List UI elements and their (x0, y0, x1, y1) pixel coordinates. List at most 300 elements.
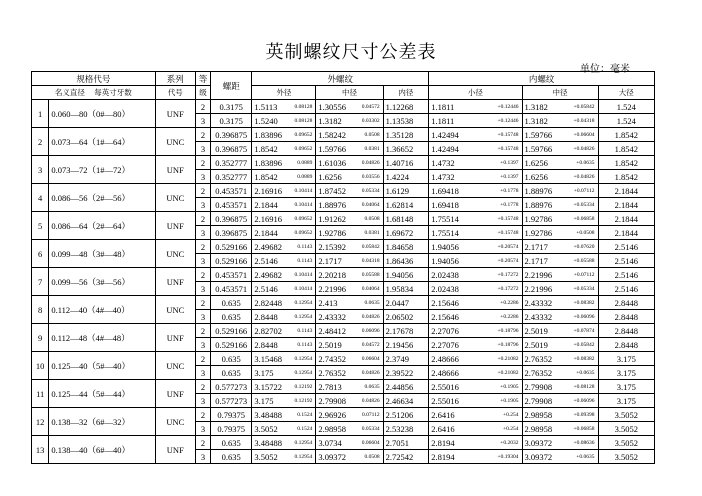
grade: 2 (195, 184, 210, 198)
spec-code: 0.099—56（3#—56） (49, 268, 155, 296)
int-pitch-value: 2.79908 (524, 381, 553, 392)
ext-pitch (316, 324, 383, 338)
int-minor-value: 1.1811 (431, 115, 455, 126)
int-pitch-value: 1.88976 (524, 185, 553, 196)
pitch: 0.396875 (211, 226, 252, 240)
int-minor (429, 128, 522, 142)
ext-pitch-value: 2.5019 (318, 339, 342, 350)
int-major: 2.1844 (598, 212, 655, 226)
ext-pitch-value: 3.09372 (318, 451, 346, 462)
ext-pitch (316, 128, 383, 142)
int-pitch (522, 338, 598, 352)
int-minor-value: 1.4732 (431, 157, 455, 168)
ext-major-value: 1.8542 (254, 171, 278, 182)
ext-pitch-tolerance: 0.04826 (361, 397, 380, 404)
ext-minor: 2.39522 (383, 366, 429, 380)
int-minor-tolerance: +0.21082 (497, 355, 519, 362)
table-row (32, 408, 655, 422)
ext-major-tolerance: 0.09652 (294, 229, 313, 236)
int-minor (429, 100, 522, 114)
ext-pitch-value: 2.98958 (318, 423, 346, 434)
series-code: UNF (155, 100, 195, 128)
ext-pitch-tolerance: 0.03302 (361, 117, 380, 124)
int-major: 3.175 (598, 380, 655, 394)
ext-major-tolerance: 0.09652 (294, 215, 313, 222)
int-minor-value: 1.42494 (431, 143, 459, 154)
ext-major-value: 2.1844 (254, 199, 278, 210)
row-number: 5 (32, 212, 49, 240)
ext-pitch-value: 3.0734 (318, 437, 342, 448)
pitch: 0.635 (211, 366, 252, 380)
int-minor-tolerance: +0.2286 (500, 313, 519, 320)
ext-major (252, 240, 316, 254)
ext-major-tolerance: 0.1143 (297, 341, 313, 348)
header-internal: 内螺纹 (429, 72, 655, 86)
pitch: 0.577273 (211, 394, 252, 408)
int-pitch (522, 366, 598, 380)
int-pitch-value: 2.79908 (524, 395, 553, 406)
grade: 3 (195, 422, 210, 436)
int-major: 3.5052 (598, 422, 655, 436)
int-minor-tolerance: +0.12446 (497, 117, 519, 124)
int-minor-tolerance: +0.1397 (500, 159, 519, 166)
header-grade-level: 级 (195, 86, 210, 100)
ext-major-tolerance: 0.12954 (294, 313, 313, 320)
ext-major-tolerance: 0.12954 (294, 439, 313, 446)
ext-minor: 2.3749 (383, 352, 429, 366)
ext-major-tolerance: 0.12954 (294, 299, 313, 306)
int-pitch-value: 2.21996 (524, 269, 553, 280)
ext-minor: 1.62814 (383, 198, 429, 212)
pitch: 0.453571 (211, 184, 252, 198)
ext-pitch-value: 2.7813 (318, 381, 342, 392)
int-pitch-value: 1.92786 (524, 213, 553, 224)
int-minor-value: 2.48666 (431, 367, 459, 378)
grade: 3 (195, 142, 210, 156)
ext-pitch (316, 394, 383, 408)
row-number: 12 (32, 408, 49, 436)
grade: 2 (195, 436, 210, 450)
header-series: 系列 (155, 72, 195, 86)
ext-major-tolerance: 0.12954 (294, 453, 313, 460)
ext-minor: 2.06502 (383, 310, 429, 324)
pitch: 0.79375 (211, 422, 252, 436)
int-pitch-tolerance: +0.08128 (573, 383, 595, 390)
ext-major-tolerance: 0.10414 (294, 201, 313, 208)
ext-minor: 1.35128 (383, 128, 429, 142)
ext-pitch-tolerance: 0.05334 (361, 187, 380, 194)
ext-pitch-value: 2.48412 (318, 325, 346, 336)
grade: 2 (195, 212, 210, 226)
pitch: 0.635 (211, 436, 252, 450)
int-minor-tolerance: +0.15748 (497, 215, 519, 222)
int-minor-tolerance: +0.1905 (500, 383, 519, 390)
row-number: 1 (32, 100, 49, 128)
series-code: UNF (155, 212, 195, 240)
int-pitch (522, 436, 598, 450)
int-pitch-tolerance: +0.08636 (573, 439, 595, 446)
int-pitch-tolerance: +0.07620 (573, 243, 595, 250)
row-number: 2 (32, 128, 49, 156)
int-major: 2.1844 (598, 226, 655, 240)
spec-code: 0.086—56（2#—56） (49, 184, 155, 212)
header-pitch: 螺距 (211, 72, 252, 100)
ext-major-value: 3.48488 (254, 437, 282, 448)
int-major: 3.175 (598, 352, 655, 366)
int-pitch (522, 226, 598, 240)
int-major: 3.5052 (598, 450, 655, 464)
int-minor (429, 366, 522, 380)
grade: 3 (195, 310, 210, 324)
int-minor-value: 2.15646 (431, 311, 459, 322)
int-pitch (522, 394, 598, 408)
pitch: 0.635 (211, 296, 252, 310)
ext-pitch-tolerance: 0.07112 (361, 411, 380, 418)
int-minor-value: 2.55016 (431, 381, 459, 392)
grade: 3 (195, 254, 210, 268)
pitch: 0.79375 (211, 408, 252, 422)
ext-minor: 1.12268 (383, 100, 429, 114)
grade: 2 (195, 352, 210, 366)
ext-pitch-value: 1.92786 (318, 227, 346, 238)
int-minor-value: 1.94056 (431, 255, 459, 266)
int-minor-value: 1.4732 (431, 171, 455, 182)
ext-major-tolerance: 0.12192 (294, 383, 313, 390)
ext-pitch (316, 212, 383, 226)
spec-code: 0.086—64（2#—64） (49, 212, 155, 240)
ext-minor: 1.86436 (383, 254, 429, 268)
int-minor (429, 310, 522, 324)
header-row-2 (32, 86, 655, 100)
int-pitch-value: 1.92786 (524, 227, 553, 238)
grade: 2 (195, 324, 210, 338)
ext-major (252, 324, 316, 338)
int-pitch-tolerance: +0.05842 (573, 103, 595, 110)
int-minor-value: 2.48666 (431, 353, 459, 364)
ext-major-value: 2.49682 (254, 241, 282, 252)
series-code: UNC (155, 240, 195, 268)
ext-pitch-tolerance: 0.0508 (364, 453, 380, 460)
int-major: 2.5146 (598, 282, 655, 296)
ext-pitch (316, 226, 383, 240)
header-int-major: 大径 (598, 86, 655, 100)
int-pitch-tolerance: +0.09398 (573, 411, 595, 418)
ext-major (252, 156, 316, 170)
row-number: 10 (32, 352, 49, 380)
int-major: 3.5052 (598, 436, 655, 450)
int-pitch-value: 2.43332 (524, 297, 553, 308)
int-pitch-value: 2.76352 (524, 367, 553, 378)
grade: 3 (195, 282, 210, 296)
int-pitch (522, 198, 598, 212)
pitch: 0.529166 (211, 338, 252, 352)
int-minor (429, 394, 522, 408)
ext-major-value: 2.8448 (254, 339, 278, 350)
int-minor-tolerance: +0.254 (503, 411, 519, 418)
ext-pitch-value: 1.61036 (318, 157, 346, 168)
ext-major (252, 352, 316, 366)
int-pitch-value: 1.6256 (524, 171, 548, 182)
ext-minor: 1.69672 (383, 226, 429, 240)
ext-pitch-tolerance: 0.06604 (361, 439, 380, 446)
int-pitch (522, 142, 598, 156)
series-code: UNC (155, 296, 195, 324)
ext-major-value: 3.15722 (254, 381, 282, 392)
ext-major (252, 170, 316, 184)
int-minor-value: 2.27076 (431, 325, 459, 336)
int-pitch-value: 1.59766 (524, 129, 553, 140)
int-pitch (522, 422, 598, 436)
ext-major (252, 366, 316, 380)
ext-major (252, 282, 316, 296)
ext-pitch (316, 296, 383, 310)
ext-minor: 1.36652 (383, 142, 429, 156)
ext-minor: 1.6129 (383, 184, 429, 198)
table-body (32, 100, 655, 464)
ext-major-tolerance: 0.1143 (297, 243, 313, 250)
ext-major (252, 268, 316, 282)
ext-pitch-value: 1.88976 (318, 199, 346, 210)
ext-minor: 2.7051 (383, 436, 429, 450)
grade: 2 (195, 100, 210, 114)
unit-label: 单位：毫米 (580, 64, 630, 75)
int-pitch-value: 2.98958 (524, 423, 553, 434)
grade: 3 (195, 338, 210, 352)
ext-major (252, 114, 316, 128)
int-pitch-value: 1.3182 (524, 115, 548, 126)
ext-major-value: 3.175 (254, 395, 274, 406)
int-minor-tolerance: +0.254 (503, 425, 519, 432)
ext-pitch-value: 2.79908 (318, 395, 346, 406)
table-row (32, 240, 655, 254)
int-minor (429, 422, 522, 436)
pitch: 0.352777 (211, 170, 252, 184)
ext-pitch-tolerance: 0.04064 (361, 285, 380, 292)
int-pitch (522, 212, 598, 226)
int-minor-tolerance: +0.20574 (497, 243, 519, 250)
int-pitch-value: 2.5019 (524, 325, 548, 336)
int-minor-tolerance: +0.15748 (497, 145, 519, 152)
row-number: 4 (32, 184, 49, 212)
grade: 2 (195, 380, 210, 394)
int-minor-tolerance: +0.1397 (500, 173, 519, 180)
ext-minor: 2.17678 (383, 324, 429, 338)
pitch: 0.635 (211, 450, 252, 464)
ext-pitch-tolerance: 0.0381 (364, 145, 380, 152)
int-pitch (522, 268, 598, 282)
int-pitch-tolerance: +0.0635 (576, 369, 595, 376)
ext-pitch (316, 380, 383, 394)
grade: 2 (195, 296, 210, 310)
series-code: UNF (155, 380, 195, 408)
int-pitch-tolerance: +0.06096 (573, 313, 595, 320)
int-pitch (522, 184, 598, 198)
int-pitch-value: 1.88976 (524, 199, 553, 210)
ext-major (252, 422, 316, 436)
pitch: 0.396875 (211, 142, 252, 156)
int-pitch-tolerance: +0.0635 (576, 159, 595, 166)
ext-major-tolerance: 0.1524 (297, 411, 313, 418)
int-minor (429, 198, 522, 212)
int-minor (429, 324, 522, 338)
int-pitch-value: 1.59766 (524, 143, 553, 154)
ext-pitch-value: 1.58242 (318, 129, 346, 140)
ext-major (252, 142, 316, 156)
int-minor (429, 156, 522, 170)
header-nominal: 名义直径 (54, 87, 85, 97)
pitch: 0.3175 (211, 114, 252, 128)
ext-pitch-tolerance: 0.04826 (361, 313, 380, 320)
int-pitch-tolerance: +0.07112 (573, 271, 595, 278)
ext-pitch-tolerance: 0.03556 (361, 173, 380, 180)
series-code: UNC (155, 128, 195, 156)
ext-major-value: 2.16916 (254, 185, 282, 196)
int-pitch (522, 380, 598, 394)
int-pitch (522, 324, 598, 338)
ext-minor: 2.0447 (383, 296, 429, 310)
ext-pitch-value: 2.43332 (318, 311, 346, 322)
ext-major-tolerance: 0.1524 (297, 425, 313, 432)
ext-major-value: 3.5052 (254, 423, 278, 434)
header-grade: 等 (195, 72, 210, 86)
ext-major-value: 2.49682 (254, 269, 282, 280)
int-minor-tolerance: +0.12446 (497, 103, 519, 110)
ext-pitch-tolerance: 0.06096 (361, 327, 380, 334)
int-minor (429, 254, 522, 268)
ext-pitch-tolerance: 0.05588 (361, 271, 380, 278)
int-pitch-value: 2.43332 (524, 311, 553, 322)
int-minor-value: 2.55016 (431, 395, 459, 406)
int-pitch (522, 296, 598, 310)
int-pitch-value: 2.1717 (524, 241, 548, 252)
ext-minor: 1.95834 (383, 282, 429, 296)
grade: 2 (195, 268, 210, 282)
int-pitch (522, 240, 598, 254)
int-pitch-tolerance: +0.05334 (573, 285, 595, 292)
int-pitch-tolerance: +0.08382 (573, 299, 595, 306)
int-major: 3.5052 (598, 408, 655, 422)
ext-major (252, 310, 316, 324)
int-minor (429, 142, 522, 156)
int-minor (429, 296, 522, 310)
ext-major-tolerance: 0.09652 (294, 145, 313, 152)
series-code: UNC (155, 184, 195, 212)
spec-code: 0.060—80（0#—80） (49, 100, 155, 128)
int-minor-tolerance: +0.20574 (497, 257, 519, 264)
spec-code: 0.125—44（5#—44） (49, 380, 155, 408)
int-major: 2.1844 (598, 198, 655, 212)
ext-pitch (316, 198, 383, 212)
int-pitch-value: 2.21996 (524, 283, 553, 294)
ext-pitch-tolerance: 0.05842 (361, 243, 380, 250)
ext-major (252, 436, 316, 450)
int-minor (429, 240, 522, 254)
ext-major (252, 408, 316, 422)
grade: 2 (195, 128, 210, 142)
ext-minor: 2.46634 (383, 394, 429, 408)
header-int-minor: 小径 (429, 86, 522, 100)
ext-pitch (316, 268, 383, 282)
int-pitch-tolerance: +0.06858 (573, 425, 595, 432)
int-pitch-tolerance: +0.05334 (573, 201, 595, 208)
ext-major-value: 2.5146 (254, 283, 278, 294)
series-code: UNF (155, 436, 195, 464)
pitch: 0.577273 (211, 380, 252, 394)
ext-major-value: 3.5052 (254, 451, 278, 462)
pitch: 0.529166 (211, 240, 252, 254)
ext-major-tolerance: 0.10414 (294, 271, 313, 278)
int-pitch (522, 408, 598, 422)
ext-major-value: 1.5113 (254, 101, 278, 112)
int-major: 1.8542 (598, 156, 655, 170)
pitch: 0.396875 (211, 128, 252, 142)
grade: 3 (195, 114, 210, 128)
int-pitch (522, 282, 598, 296)
int-minor-value: 2.8194 (431, 451, 455, 462)
header-external: 外螺纹 (252, 72, 429, 86)
int-minor (429, 408, 522, 422)
ext-minor: 2.19456 (383, 338, 429, 352)
int-minor-tolerance: +0.18796 (497, 341, 519, 348)
ext-pitch (316, 310, 383, 324)
spec-code: 0.112—40（4#—40） (49, 296, 155, 324)
spec-code: 0.073—64（1#—64） (49, 128, 155, 156)
series-code: UNF (155, 156, 195, 184)
int-pitch-tolerance: +0.06604 (573, 131, 595, 138)
ext-major-value: 2.1844 (254, 227, 278, 238)
grade: 2 (195, 240, 210, 254)
ext-major (252, 254, 316, 268)
int-pitch-tolerance: +0.06858 (573, 215, 595, 222)
int-major: 2.8448 (598, 296, 655, 310)
ext-pitch-value: 2.413 (318, 297, 338, 308)
int-minor-tolerance: +0.15748 (497, 229, 519, 236)
ext-pitch-tolerance: 0.0381 (364, 229, 380, 236)
ext-major-tolerance: 0.10414 (294, 285, 313, 292)
ext-major (252, 128, 316, 142)
table-row (32, 296, 655, 310)
table-row (32, 268, 655, 282)
int-major: 2.8448 (598, 338, 655, 352)
int-minor-tolerance: +0.1778 (500, 201, 519, 208)
ext-pitch (316, 240, 383, 254)
ext-minor: 1.40716 (383, 156, 429, 170)
series-code: UNF (155, 268, 195, 296)
ext-pitch-tolerance: 0.04572 (361, 103, 380, 110)
int-pitch-tolerance: +0.04318 (573, 117, 595, 124)
int-pitch-tolerance: +0.08382 (573, 355, 595, 362)
int-minor (429, 184, 522, 198)
ext-major-tolerance: 0.1143 (297, 257, 313, 264)
ext-pitch-value: 1.87452 (318, 185, 346, 196)
pitch: 0.635 (211, 352, 252, 366)
ext-pitch (316, 184, 383, 198)
ext-pitch (316, 352, 383, 366)
ext-major-tolerance: 0.0889 (297, 159, 313, 166)
int-minor-value: 1.75514 (431, 227, 459, 238)
int-pitch (522, 156, 598, 170)
int-pitch-value: 3.09372 (524, 451, 553, 462)
row-number: 3 (32, 156, 49, 184)
row-number: 9 (32, 324, 49, 352)
int-pitch (522, 170, 598, 184)
ext-major-tolerance: 0.09652 (294, 131, 313, 138)
ext-minor: 2.72542 (383, 450, 429, 464)
header-ext-major: 外径 (252, 86, 316, 100)
int-pitch-tolerance: +0.0508 (576, 229, 595, 236)
ext-major-tolerance: 0.08128 (294, 117, 313, 124)
int-minor-tolerance: +0.19304 (497, 453, 519, 460)
